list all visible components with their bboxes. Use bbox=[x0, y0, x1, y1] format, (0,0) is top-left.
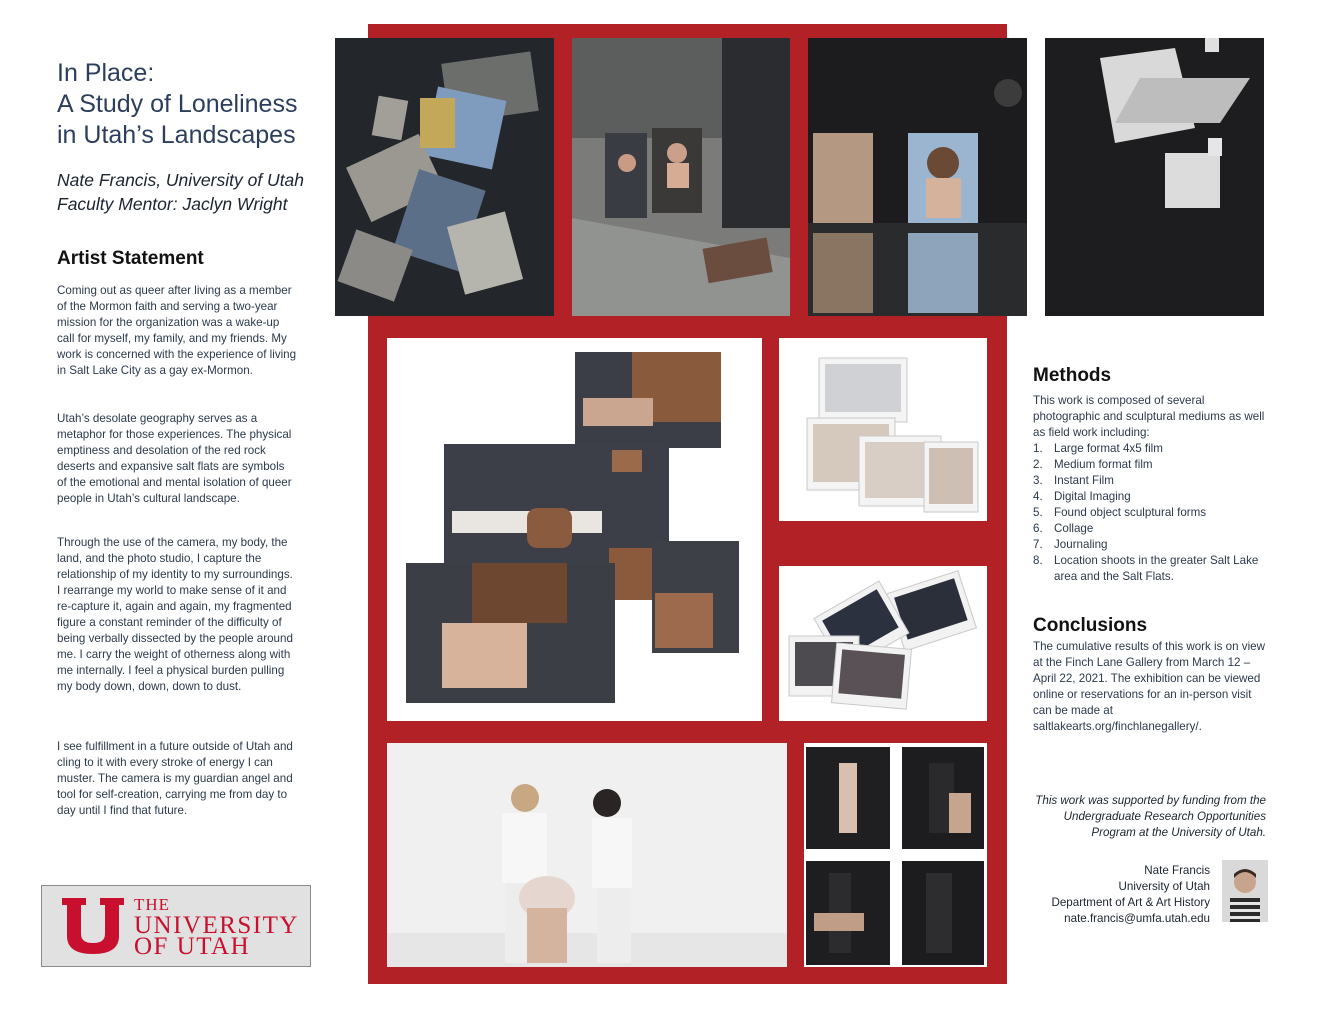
author-portrait bbox=[1222, 860, 1268, 922]
instant-film-scatter-card bbox=[779, 566, 987, 721]
logo-line: THE bbox=[134, 895, 171, 914]
mirror-installation-photo bbox=[572, 38, 790, 316]
methods-heading: Methods bbox=[1033, 365, 1112, 386]
item-number: 7. bbox=[1033, 538, 1043, 551]
methods-intro: This work is composed of several photographic and sculptural mediums as well as field work including: bbox=[1033, 394, 1265, 439]
item-text: Found object sculptural forms bbox=[1054, 506, 1207, 519]
title-line: In Place: bbox=[57, 59, 155, 87]
methods-list bbox=[1033, 441, 1273, 585]
instant-film-scatter-image bbox=[779, 566, 987, 721]
methods-item bbox=[1033, 553, 1273, 585]
installation-image bbox=[572, 38, 790, 316]
collage-photo-mirrors bbox=[335, 38, 554, 316]
item-number: 4. bbox=[1033, 490, 1043, 503]
artist-statement-paragraph: I see fulfillment in a future outside of Utah and cling to it with every stroke of energy I can muster. The camera is my guardian angel and tool for self-creation, carrying me from day to day until I find that future. bbox=[57, 740, 293, 817]
artist-statement-paragraph: Through the use of the camera, my body, the land, and the photo studio, I capture the relationship of my identity to my surroundings. I rearrange my world to make sense of it and re-capture it, again and again, my fragmented figure a constant reminder of the difficulty of being verbally dissected by the people around me. I carry the weight of otherness along with me internally. I feel a physical burden pulling my body down, down, down to dust. bbox=[57, 536, 293, 693]
methods-item bbox=[1033, 521, 1273, 537]
contact-email[interactable]: nate.francis@umfa.utah.edu bbox=[1064, 912, 1210, 925]
contact-name: Nate Francis bbox=[1144, 864, 1210, 877]
poster-title bbox=[57, 58, 347, 151]
conclusions-text: The cumulative results of this work is on view at the Finch Lane Gallery from March 12 – April 22, 2021. The exhibition can be viewed online or reservations for an in-person visit can be made at saltlakearts.org/finchlanegallery/. bbox=[1033, 640, 1265, 733]
item-number: 1. bbox=[1033, 442, 1043, 455]
methods-item bbox=[1033, 473, 1273, 489]
instant-film-arm-image bbox=[779, 338, 987, 521]
performance-image bbox=[387, 743, 787, 967]
methods-item bbox=[1033, 457, 1273, 473]
item-number: 3. bbox=[1033, 474, 1043, 487]
artist-statement-heading: Artist Statement bbox=[57, 248, 204, 269]
contact-school: University of Utah bbox=[1118, 880, 1210, 893]
hanging-prints-image bbox=[1045, 38, 1264, 316]
item-text: Collage bbox=[1054, 522, 1094, 535]
artist-statement-paragraph: Coming out as queer after living as a member of the Mormon faith and serving a two-year mission for the organization was a wake-up call for myself, my family, and my friends. My work is concerned with the experience of living in Salt Lake City as a gay ex-Mormon. bbox=[57, 284, 297, 377]
methods-item bbox=[1033, 489, 1273, 505]
contact-block bbox=[1020, 863, 1210, 927]
title-line: A Study of Loneliness bbox=[57, 90, 298, 118]
reflection-image bbox=[808, 38, 1027, 316]
item-text: Digital Imaging bbox=[1054, 490, 1131, 503]
item-number: 6. bbox=[1033, 522, 1043, 535]
item-number: 8. bbox=[1033, 554, 1043, 567]
studio-grid-card bbox=[804, 743, 987, 967]
methods-item bbox=[1033, 505, 1273, 521]
body-collage-card bbox=[387, 338, 762, 721]
logo-line: UNIVERSITY bbox=[134, 912, 299, 939]
performance-photo bbox=[387, 743, 787, 967]
title-line: in Utah’s Landscapes bbox=[57, 121, 296, 149]
collage-image bbox=[335, 38, 554, 316]
logo-wordmark bbox=[134, 894, 299, 960]
hanging-prints-photo bbox=[1045, 38, 1264, 316]
item-text: Medium format film bbox=[1054, 458, 1153, 471]
studio-grid-image bbox=[804, 743, 987, 967]
contact-department: Department of Art & Art History bbox=[1051, 896, 1210, 909]
instant-film-arm-card bbox=[779, 338, 987, 521]
item-text: Large format 4x5 film bbox=[1054, 442, 1163, 455]
avatar bbox=[1222, 860, 1268, 922]
mentor-line: Faculty Mentor: Jaclyn Wright bbox=[57, 194, 288, 214]
author-line: Nate Francis, University of Utah bbox=[57, 170, 305, 190]
funding-note: This work was supported by funding from the Undergraduate Research Opportunities Program at the University of Utah. bbox=[1035, 794, 1266, 839]
body-collage-image bbox=[387, 338, 762, 721]
methods-item bbox=[1033, 441, 1273, 457]
author-block bbox=[57, 168, 347, 216]
methods-item bbox=[1033, 537, 1273, 553]
item-text: Journaling bbox=[1054, 538, 1108, 551]
item-number: 2. bbox=[1033, 458, 1043, 471]
conclusions-heading: Conclusions bbox=[1033, 615, 1148, 636]
item-text: Instant Film bbox=[1054, 474, 1114, 487]
artist-statement-paragraph: Utah’s desolate geography serves as a metaphor for those experiences. The physical emptiness and desolation of the red rock deserts and expansive salt flats are symbols of the emotional and mental isolation of queer people in Utah’s cultural landscape. bbox=[57, 412, 292, 505]
university-logo bbox=[41, 885, 311, 967]
figure-reflection-photo bbox=[808, 38, 1027, 316]
block-u-icon bbox=[60, 896, 126, 956]
item-number: 5. bbox=[1033, 506, 1043, 519]
logo-line: OF UTAH bbox=[134, 933, 251, 960]
item-text: Location shoots in the greater Salt Lake area and the Salt Flats. bbox=[1054, 554, 1259, 583]
